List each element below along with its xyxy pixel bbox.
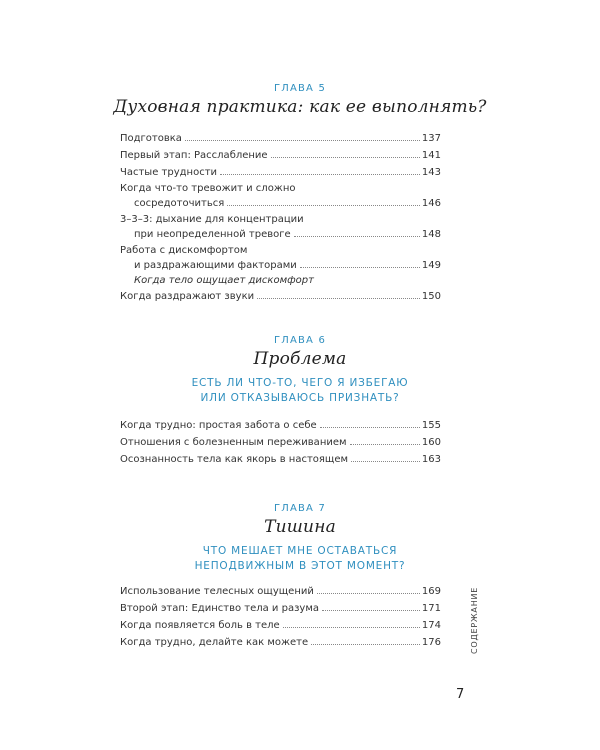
toc-entry[interactable]: Подготовка 137 [120,133,441,144]
chapter-title: Духовная практика: как ее выполнять? [113,97,487,117]
toc-entry[interactable]: Первый этап: Расслабление 141 [120,150,441,161]
chapter-label: ГЛАВА 7 [273,503,327,514]
chapter-title: Проблема [253,349,347,369]
toc-entry[interactable]: Когда появляется боль в теле 174 [120,620,441,631]
page-number: 7 [456,687,465,702]
chapter-label: ГЛАВА 6 [273,335,327,346]
toc-entry[interactable]: Когда трудно: простая забота о себе 155 [120,420,441,431]
chapter-subtitle: ЧТО МЕШАЕТ МНЕ ОСТАВАТЬСЯ НЕПОДВИЖНЫМ В ЭТОТ МОМЕНТ? [194,545,406,572]
chapter-label: ГЛАВА 5 [273,83,327,94]
chapter-7-toc [120,583,441,651]
chapter-7-header [0,503,600,574]
toc-entry[interactable]: 3–3–3: дыхание для концентрации при неопределенной тревоге 148 [120,214,441,240]
toc-entry[interactable]: Осознанность тела как якорь в настоящем 163 [120,454,441,465]
toc-entry[interactable]: Частые трудности 143 [120,167,441,178]
chapter-subtitle: ЕСТЬ ЛИ ЧТО-ТО, ЧЕГО Я ИЗБЕГАЮ ИЛИ ОТКАЗЫВАЮСЬ ПРИЗНАТЬ? [191,377,409,404]
toc-entry[interactable]: Когда что-то тревожит и сложно сосредоточиться 146 [120,183,441,209]
toc-entry[interactable]: Использование телесных ощущений 169 [120,586,441,597]
toc-entry[interactable]: Отношения с болезненным переживанием 160 [120,437,441,448]
chapter-6-toc [120,417,441,468]
toc-entry[interactable]: Второй этап: Единство тела и разума 171 [120,603,441,614]
chapter-title: Тишина [264,517,336,537]
chapter-6-header [0,335,600,406]
toc-entry[interactable]: Работа с дискомфортом и раздражающими факторами 149 Когда тело ощущает дискомфорт [120,245,441,286]
toc-entry[interactable]: Когда раздражают звуки 150 [120,291,441,302]
toc-entry[interactable]: Когда трудно, делайте как можете 176 [120,637,441,648]
chapter-5-header [0,83,600,117]
chapter-5-toc [120,130,441,305]
toc-subentry: Когда тело ощущает дискомфорт [134,275,314,286]
section-side-label: СОДЕРЖАНИЕ [470,586,479,654]
